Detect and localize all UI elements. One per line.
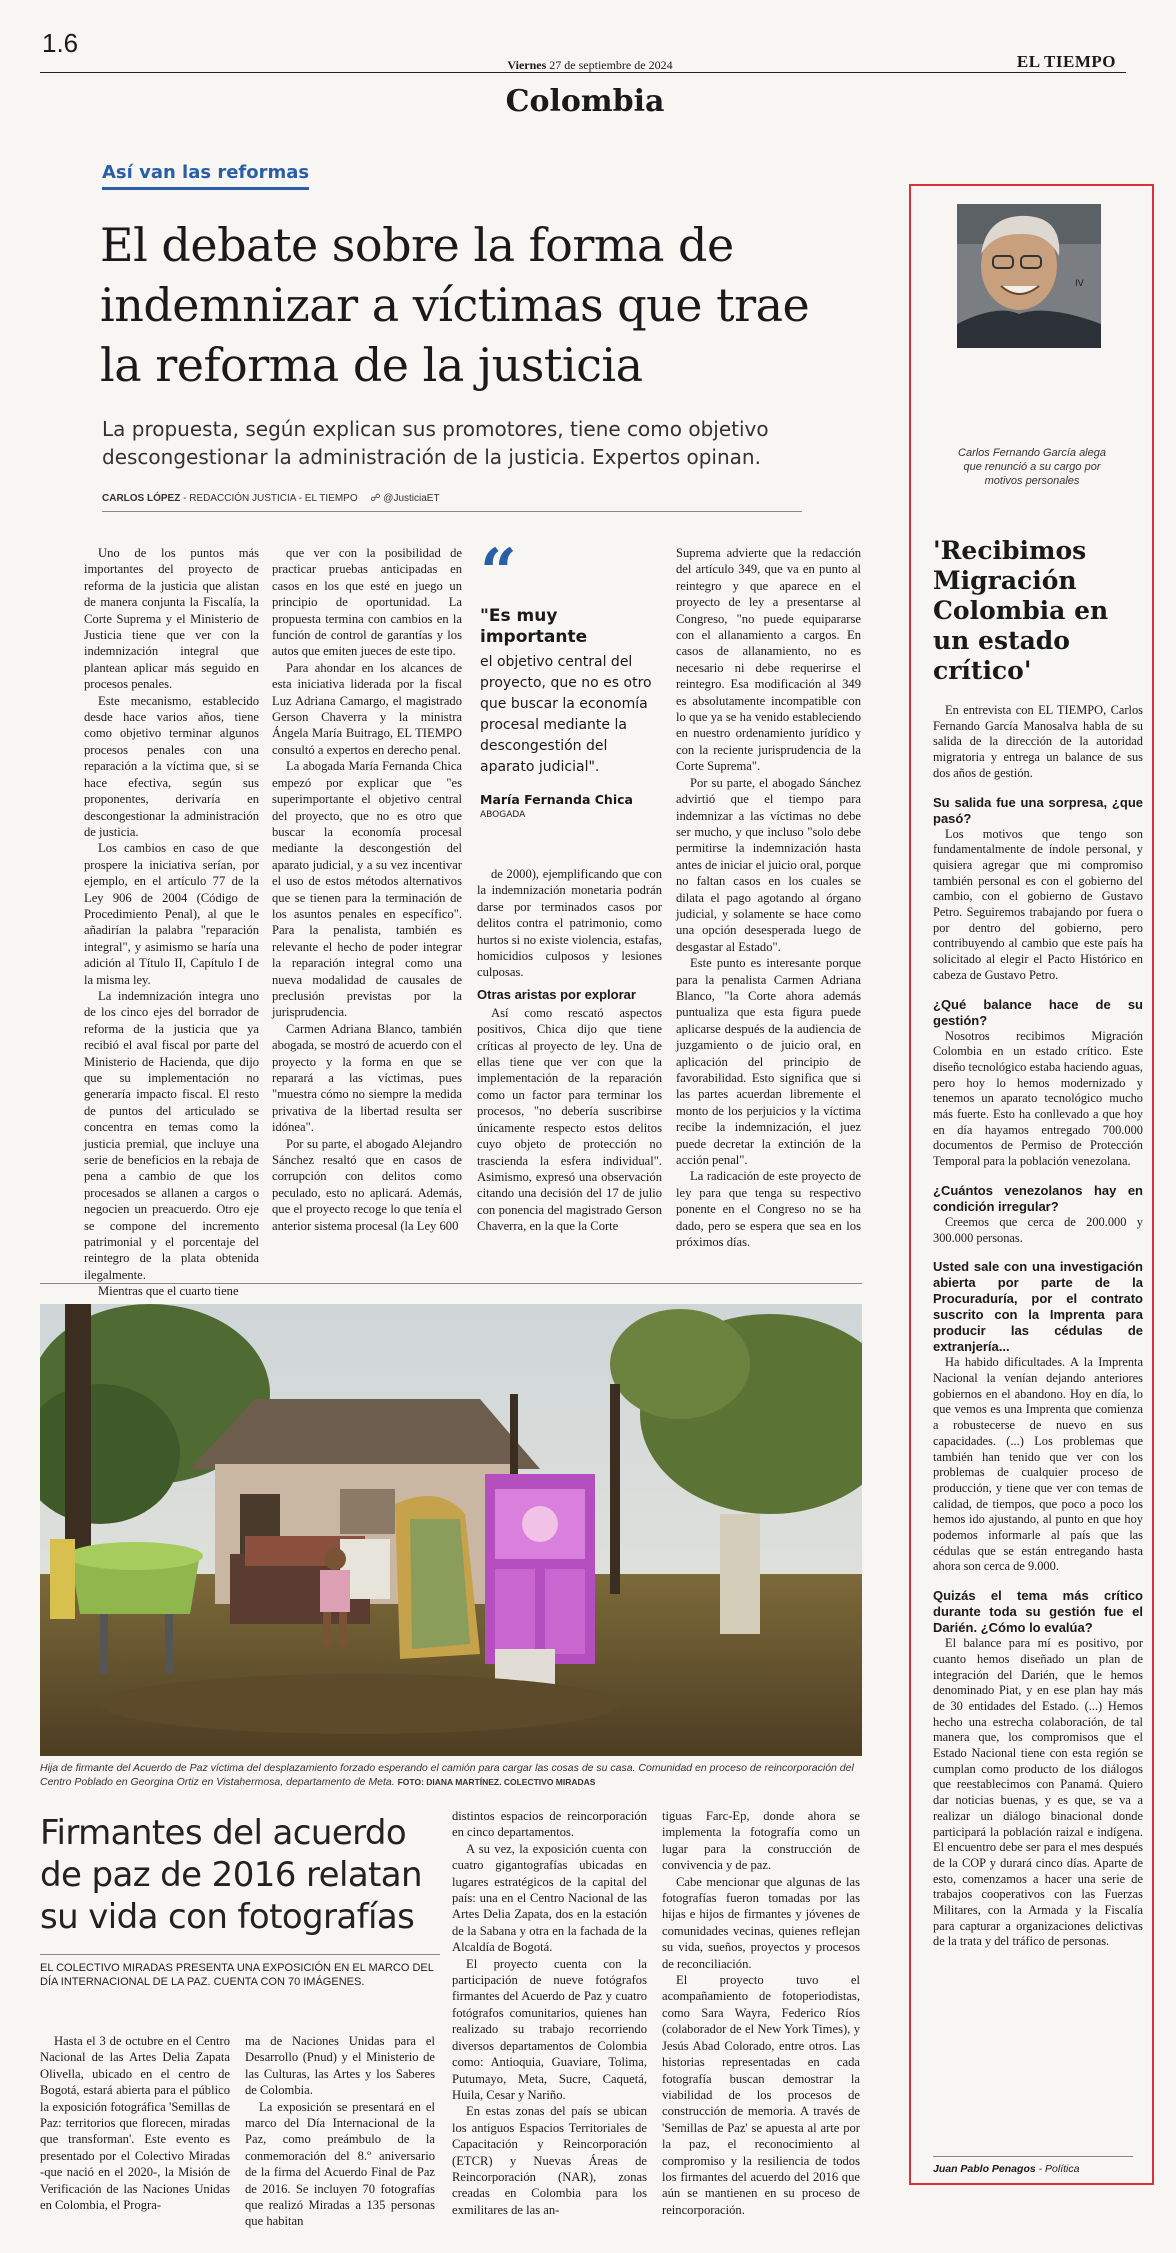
paragraph: que ver con la posibilidad de practicar pruebas anticipadas en casos en los que esté en juego un principio de oportunidad. La propuesta termina con cambios en la función de control de garantías y los autos que emiten jueces de este tipo. [272, 546, 462, 659]
camera-icon: ☍ [370, 493, 381, 504]
paragraph: Para ahondar en los alcances de esta iniciativa liderada por la fiscal Luz Adriana Camargo, el magistrado Gerson Chaverra y la ministra Ángela María Buitrago, EL TIEMPO consultó a expertos en derecho penal. [272, 660, 462, 757]
paragraph: Mientras que el cuarto tiene [98, 1284, 239, 1299]
pull-quote [480, 535, 655, 820]
sidebar-intro: En entrevista con EL TIEMPO, Carlos Fernando García Manosalva habla de su salida de la dirección de la autoridad migratoria y entrega un balance de sus dos años de gestión. [933, 703, 1143, 780]
second-column-4 [662, 1808, 860, 2218]
quote-role: ABOGADA [480, 810, 526, 820]
interview-answer: Nosotros recibimos Migración Colombia en un estado crítico. Este diseño tecnológico estaba haciendo aguas, pero hoy lo hemos modernizado y tenemos un aparato tecnológico mucho más fuerte. Esto ha conllevado a que hoy en día hayamos entregado 700.000 documentos de Permiso de Protección Temporal para la población venezolana. [933, 1028, 1143, 1169]
paragraph: La abogada María Fernanda Chica empezó por explicar que "es superimportante el objetivo central del proyecto, que no es otro que buscar la economía procesal mediante la descongestión del aparato judicial, y a su vez incentivar el uso de estos métodos alternativos que se tienen para la terminación de los asuntos penales en específico". Para la penalista, también es relevante el hecho de poder integrar la reparación integral como una nueva modalidad de causales de preclusión previstas por la jurisprudencia. [272, 759, 462, 1020]
quote-title: "Es muy importante [480, 606, 588, 647]
interview-answer: Ha habido dificultades. A la Imprenta Nacional la venían dejando anteriores gobiernos en el abandono. Hoy en día, lo que vemos es una Imprenta que comienza a robustecerse de nuevo en sus capacidades. (...) Los problemas que también han tenido que ver con los problemas de cualquier proceso de producción, y tiene que ver con temas de calidad, de tiempos, que poco a poco los hemos ido ajustando, al punto en que hoy podemos informarle al país que las cédulas que se están entregando hasta ahora son cerca de 9.000. [933, 1355, 1143, 1574]
byline-rule [102, 511, 802, 512]
paragraph: Uno de los puntos más importantes del proyecto de reforma de la justicia que alistan de manera conjunta la Fiscalía, la Corte Suprema y el Ministerio de Justicia tiene que ver con la indemnización integral que plantean aplicar más seguido en procesos penales. [84, 546, 259, 692]
article-headline: El debate sobre la forma de indemnizar a víctimas que trae la reforma de la justicia [100, 218, 810, 392]
paragraph: La radicación de este proyecto de ley para que tenga su respectivo ponente en el Congreso no se ha dado, pero se espera que sea en los próximos días. [676, 1169, 861, 1250]
paragraph: Este punto es interesante porque para la penalista Carmen Adriana Blanco, "la Corte ahora además puntualiza que esta figura puede aplicarse después de la audiencia de juzgamiento o de juicio oral, en aplicación del principio de favorabilidad. Esto significa que si las partes acuerdan libremente el monto de los perjuicios y la víctima recibe la indemnización, el juez puede decretar la extinción de la acción penal". [676, 956, 861, 1168]
paragraph: Hasta el 3 de octubre en el Centro Nacional de las Artes Delia Zapata Olivella, ubicado en el centro de Bogotá, estará abierta para el público la exposición fotográfica 'Semillas de Paz: territorios que florecen, miradas que transforman'. Este evento es presentado por el Colectivo Miradas -que nació en el 2020-, la Misión de Verificación de las Naciones Unidas en Colombia, el Progra- [40, 2034, 230, 2213]
paragraph: Cabe mencionar que algunas de las fotografías fueron tomadas por las hijas e hijos de firmantes y jóvenes de comunidades vecinas, quienes reflejan su vida, sueños, proyectos y procesos de reconciliación. [662, 1874, 860, 1971]
second-column-1 [40, 2033, 230, 2213]
svg-text:IV: IV [1075, 279, 1084, 289]
paragraph: A su vez, la exposición cuenta con cuatro gigantografías ubicadas en lugares estratégicos de la capital del país: una en el Centro Nacional de las Artes Delia Zapata, dos en la estación de la Sabana y otra en la fachada de la Alcaldía de Bogotá. [452, 1841, 647, 1955]
paragraph: Así como rescató aspectos positivos, Chica dijo que tiene críticas al proyecto de ley. Una de ellas tiene que ver con que la implementación de la reparación como un factor para terminar los procesos, "no debería suscribirse únicamente respecto estos delitos cuyo objeto de protección no trascienda la esfera individual". Asimismo, expresó una observación citando una decisión del 17 de julio con ponencia del magistrado Gerson Chaverra, en la que la Corte [477, 1005, 662, 1234]
interview-question: ¿Cuántos venezolanos hay en condición irregular? [933, 1182, 1143, 1214]
second-column-2 [245, 2033, 435, 2230]
second-article-dek: EL COLECTIVO MIRADAS PRESENTA UNA EXPOSICIÓN EN EL MARCO DEL DÍA INTERNACIONAL DE LA PAZ. CUENTA CON 70 IMÁGENES. [40, 1962, 434, 1988]
sidebar-body [933, 703, 1143, 1950]
second-column-3 [452, 1808, 647, 2218]
interview-question: Quizás el tema más crítico durante toda su gestión fue el Darién. ¿Cómo lo evalúa? [933, 1588, 1143, 1636]
paragraph: Los cambios en caso de que prospere la iniciativa serían, por ejemplo, en el artículo 77 de la Ley 906 de 2004 (Código de Procedimiento Penal), al que le añadirían la palabra "reparación integral", y asimismo se haría una adición al Título II, Capítulo I de la misma ley. [84, 841, 259, 987]
second-article-rule [40, 1954, 440, 1955]
quote-body: el objetivo central del proyecto, que no es otro que buscar la economía procesal mediante la descongestión del aparato judicial". [480, 654, 652, 775]
article-kicker: Así van las reformas [102, 162, 309, 190]
sidebar-signature: Juan Pablo Penagos - Política [933, 2163, 1080, 2175]
paragraph: Suprema advierte que la redacción del artículo 349, que va en punto al reintegro y que aparece en el proyecto de ley a presentarse al Congreso, "no puede equipararse con el allanamiento a cargos. En casos de allanamiento, no es necesario ni debe requerirse el reintegro. Esa modificación al 349 es absolutamente incompatible con lo que ya se ha venido estableciendo en nuestro ordenamiento jurídico y con la reciente jurisprudencia de la Corte Suprema". [676, 546, 861, 774]
article-column-3 [477, 866, 662, 1235]
paragraph: El proyecto tuvo el acompañamiento de fotoperiodistas, como Sara Wayra, Federico Ríos (colaborador de el New York Times), y Jesús Abad Colorado, entre otros. Las historias representadas en cada fotografía buscan demostrar la viabilidad de los procesos de construcción de memoria. A través de 'Semillas de Paz' se apuesta al arte por la paz, el reconocimiento al compromiso y la resiliencia de todos los firmantes del acuerdo del 2016 que aún se mantienen en su proceso de reincorporación. [662, 1973, 860, 2217]
sidebar-headline: 'Recibimos Migración Colombia en un estado crítico' [933, 536, 1109, 685]
paragraph: Este mecanismo, establecido desde hace varios años, tiene como objetivo terminar algunos procesos penales con una reparación a la víctima que, si se hace efectiva, según sus proponentes, derivaría en descongestionar la administración de justicia. [84, 693, 259, 839]
section-divider [40, 1283, 862, 1284]
paragraph: ma de Naciones Unidas para el Desarrollo (Pnud) y el Ministerio de las Culturas, las Artes y los Saberes de Colombia. [245, 2034, 435, 2098]
page-number: 1.6 [42, 28, 79, 58]
quote-mark-icon: “ [480, 535, 517, 610]
paragraph: Por su parte, el abogado Sánchez advirtió que el tiempo para indemnizar a las víctimas no debe ser mucho, y que incluso "solo debe permitirse la indemnización hasta antes de iniciar el juicio oral, porque no faltan casos en los cuales se dilata el pago agotando al órgano judicial, y solamente se hace como una opción desesperada luego de desgastar al Estado". [676, 775, 861, 954]
paragraph: tiguas Farc-Ep, donde ahora se implementa la fotografía como un lugar para la construcción de convivencia y de paz. [662, 1809, 860, 1873]
portrait-caption: Carlos Fernando García alega que renunció a su cargo por motivos personales [958, 447, 1106, 487]
paragraph: distintos espacios de reincorporación en cinco departamentos. [452, 1809, 647, 1840]
paragraph: Por su parte, el abogado Alejandro Sánchez resaltó que en casos de corrupción con delitos como peculado, esto no aplicará. Además, que el proyecto recoge lo que tenía el anterior sistema procesal (la Ley 600 [272, 1136, 462, 1233]
article-column-2 [272, 545, 462, 1234]
paragraph: En estas zonas del país se ubican los antiguos Espacios Territoriales de Capacitación y Reincorporación (ETCR) y Nuevas Áreas de Reincorporación (NAR), zonas creadas en Colombia para los exmilitares de las an- [452, 2104, 647, 2217]
article-dek: La propuesta, según explican sus promotores, tiene como objetivo descongestionar la administración de la justicia. Expertos opinan. [102, 417, 769, 469]
photo-caption: Hija de firmante del Acuerdo de Paz víctima del desplazamiento forzado esperando el camión para cargar las cosas de su casa. Comunidad en proceso de reincorporación del Centro Poblado en Georgina Ortiz en Vistahermosa, departamento de Meta. FOTO: DIANA MARTÍNEZ. COLECTIVO MIRADAS [40, 1762, 854, 1788]
section-title: Colombia [505, 84, 665, 119]
paragraph: La indemnización integra uno de los cinco ejes del borrador de reforma de la justicia que ya recibió el aval fiscal por parte del Ministerio de Hacienda, que dijo que su implementación no generaría impacto fiscal. El resto de puntos del articulado se concentra en temas como la justicia premial, que incluye una serie de beneficios en la rebaja de pena a cambio de que los procesados se allanen a cargos o negocien un preacuerdo. Otro eje se compone del incremento patrimonial y el porcentaje del reintegro de la plata obtenida ilegalmente. [84, 988, 259, 1282]
quote-author: María Fernanda Chica [480, 792, 633, 807]
interview-answer: Los motivos que tengo son fundamentalmente de índole personal, y quisiera agregar que mi compromiso también personal es con el gobierno del cambio, con el gobierno de Gustavo Petro. Seguiremos trabajando por fuera o por dentro del gobierno, pero contribuyendo al cambio que este país ha solicitado al elegir el Pacto Histórico en cabeza de Gustavo Petro. [933, 826, 1143, 982]
header-rule [40, 72, 1126, 73]
paragraph: El proyecto cuenta con la participación de nueve fotógrafos firmantes del Acuerdo de Paz y cuatro fotógrafos comunitarios, quienes han realizado su trabajo recorriendo diversos departamentos de Colombia como: Antioquia, Guaviare, Tolima, Putumayo, Meta, Sucre, Caquetá, Huila, Cesar y Nariño. [452, 1956, 647, 2102]
paragraph: Carmen Adriana Blanco, también abogada, se mostró de acuerdo con el proyecto y la forma en que se reparará a las víctimas, pues "muestra cómo no siempre la medida privativa de la libertad resulta ser idónea". [272, 1021, 462, 1135]
subhead: Otras aristas por explorar [477, 986, 636, 1002]
interview-question: Usted sale con una investigación abierta por parte de la Procuraduría, por el contrato suscrito con la Imprenta para producir las cédulas de extranjería... [933, 1259, 1143, 1355]
newspaper-logo: EL TIEMPO [1016, 52, 1116, 71]
interview-question: Su salida fue una sorpresa, ¿que pasó? [933, 794, 1143, 826]
interview-question: ¿Qué balance hace de su gestión? [933, 996, 1143, 1028]
article-byline: CARLOS LÓPEZ - REDACCIÓN JUSTICIA - EL TIEMPO ☍ @JusticiaET [102, 493, 440, 504]
second-article-headline: Firmantes del acuerdo de paz de 2016 relatan su vida con fotografías [40, 1813, 422, 1937]
news-photo [40, 1304, 862, 1756]
portrait-photo [957, 204, 1101, 348]
paragraph: La exposición se presentará en el marco del Día Internacional de la Paz, como preámbulo de la conmemoración del 8.º aniversario de la firma del Acuerdo Final de Paz de 2016. Se incluyen 70 fotografías que realizó Miradas a 135 personas que habitan [245, 2099, 435, 2229]
article-column-4 [676, 545, 861, 1250]
date-header: Viernes 27 de septiembre de 2024 [507, 58, 673, 72]
interview-answer: El balance para mí es positivo, por cuanto hemos diseñado un plan de integración del Darién, que le hemos denominado Piat, y en ese plan hay más de 30 entidades del Estado. (...) Hemos hecho una estrecha colaboración, de tal manera que, los compromisos que el Estado Nacional tiene con esta región se cumplan como producto de los diálogos que reestablecimos con Panamá. Quiero dar noticias buenas, y es que, se va a realizar un diálogo binacional donde participará la población raizal e indígena. El encuentro debe ser para el mes después de la COP y durará cinco días. Aparte de esto, comenzamos a hacer una serie de trabajos cooperativos con las Fuerzas Militares, con la Armada y la Fiscalía para capturar a organizaciones delictivas de la trata y del tráfico de personas. [933, 1636, 1143, 1949]
interview-answer: Creemos que cerca de 200.000 y 300.000 personas. [933, 1214, 1143, 1245]
signature-rule [933, 2156, 1133, 2157]
article-column-1 [84, 545, 259, 1300]
interview-sidebar [909, 184, 1154, 2185]
paragraph: de 2000), ejemplificando que con la indemnización monetaria podrán darse por terminados casos por delitos contra el patrimonio, como hurtos si no existe violencia, estafas, homicidios culposos y lesiones culposas. [477, 867, 662, 980]
